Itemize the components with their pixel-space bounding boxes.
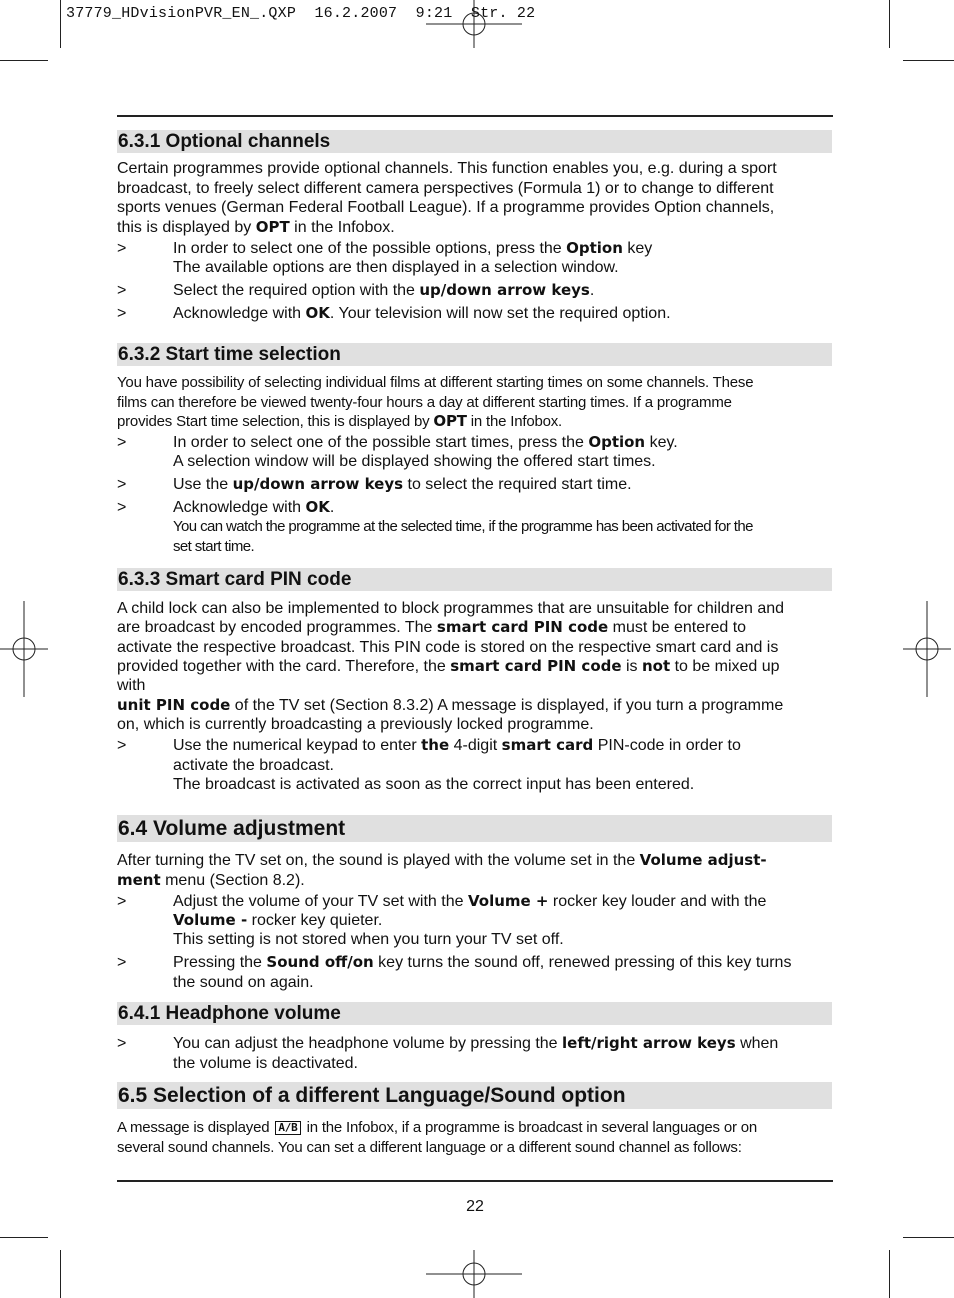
paragraph-line: with [117, 677, 146, 694]
bullet-text: In order to select one of the possible options, press the Option key [173, 239, 653, 257]
bullet-text: Use the numerical keypad to enter the 4-digit smart card PIN-code in order to [173, 736, 741, 754]
paragraph-line: A message is displayed A/B in the Infobox, if a programme is broadcast in several languages or on [117, 1119, 758, 1136]
bullet-text: The broadcast is activated as soon as the correct input has been entered. [173, 776, 695, 793]
paragraph-line: provided together with the card. Therefore, the smart card PIN code is not to be mixed up [117, 657, 780, 675]
crop-mark [903, 1237, 954, 1238]
bullet-marker: > [117, 305, 127, 322]
bullet-marker: > [117, 1035, 127, 1052]
paragraph-line: After turning the TV set on, the sound is played with the volume set in the Volume adjust- [117, 851, 767, 869]
bullet-text: the sound on again. [173, 974, 314, 991]
section-heading-language-sound-option: 6.5 Selection of a different Language/Sound option [117, 1082, 832, 1109]
bottom-rule [117, 1180, 833, 1182]
bullet-marker: > [117, 893, 127, 910]
bullet-text: Volume - rocker key quieter. [173, 911, 383, 929]
paragraph-line: films can therefore be viewed twenty-four hours a day at different starting times. If a programme [117, 394, 732, 411]
bullet-marker: > [117, 240, 127, 257]
crop-mark [0, 1237, 48, 1238]
registration-mark-left [0, 601, 48, 697]
bullet-marker: > [117, 282, 127, 299]
bullet-text: Use the up/down arrow keys to select the required start time. [173, 475, 632, 493]
bullet-marker: > [117, 737, 127, 754]
paragraph-line: broadcast, to freely select different camera perspectives (Formula 1) or to change to different [117, 180, 774, 197]
section-heading-start-time-selection: 6.3.2 Start time selection [117, 343, 832, 366]
bullet-text: Acknowledge with OK. Your television will now set the required option. [173, 304, 671, 322]
bullet-text: You can watch the programme at the selected time, if the programme has been activated for the [173, 518, 753, 535]
bullet-text: Acknowledge with OK. [173, 498, 335, 516]
registration-mark-right [903, 601, 951, 697]
bullet-text: In order to select one of the possible start times, press the Option key. [173, 433, 678, 451]
bullet-text: Adjust the volume of your TV set with the Volume + rocker key louder and with the [173, 892, 767, 910]
bullet-text: set start time. [173, 538, 255, 555]
bullet-text: Pressing the Sound off/on key turns the sound off, renewed pressing of this key turns [173, 953, 792, 971]
page-number: 22 [466, 1198, 484, 1215]
section-heading-smart-card-pin-code: 6.3.3 Smart card PIN code [117, 568, 832, 591]
paragraph-line: are broadcast by encoded programmes. The smart card PIN code must be entered to [117, 618, 747, 636]
section-heading-volume-adjustment: 6.4 Volume adjustment [117, 815, 832, 842]
bullet-text: activate the broadcast. [173, 757, 334, 774]
bullet-marker: > [117, 499, 127, 516]
paragraph-line: sports venues (German Federal Football League). If a programme provides Option channels, [117, 199, 775, 216]
paragraph-line: You have possibility of selecting individual films at different starting times on some channels. These [117, 374, 754, 391]
paragraph-line: provides Start time selection, this is displayed by OPT in the Infobox. [117, 412, 563, 430]
registration-mark-bottom [426, 1250, 522, 1298]
paragraph-line: activate the respective broadcast. This PIN code is stored on the respective smart card and is [117, 639, 779, 656]
audio-language-icon: A/B [275, 1121, 300, 1135]
crop-mark [0, 60, 48, 61]
bullet-text: the volume is deactivated. [173, 1055, 358, 1072]
paragraph-line: Certain programmes provide optional channels. This function enables you, e.g. during a sport [117, 160, 777, 177]
paragraph-line: this is displayed by OPT in the Infobox. [117, 218, 395, 236]
bullet-text: You can adjust the headphone volume by pressing the left/right arrow keys when [173, 1034, 779, 1052]
section-heading-headphone-volume: 6.4.1 Headphone volume [117, 1002, 832, 1025]
bullet-text: The available options are then displayed in a selection window. [173, 259, 619, 276]
bullet-text: This setting is not stored when you turn your TV set off. [173, 931, 564, 948]
paragraph-line: ment menu (Section 8.2). [117, 871, 305, 889]
crop-mark [889, 1250, 890, 1298]
crop-mark [903, 60, 954, 61]
top-rule [117, 115, 833, 117]
registration-mark-top [426, 0, 522, 48]
paragraph-line: unit PIN code of the TV set (Section 8.3.2) A message is displayed, if you turn a programme [117, 696, 784, 714]
paragraph-line: A child lock can also be implemented to block programmes that are unsuitable for children and [117, 600, 785, 617]
crop-mark [889, 0, 890, 48]
paragraph-line: several sound channels. You can set a different language or a different sound channel as follows: [117, 1139, 742, 1156]
bullet-text: A selection window will be displayed showing the offered start times. [173, 453, 656, 470]
bullet-text: Select the required option with the up/down arrow keys. [173, 281, 595, 299]
crop-mark [60, 1250, 61, 1298]
bullet-marker: > [117, 434, 127, 451]
print-slug: 37779_HDvisionPVR_EN_.QXP 16.2.2007 9:21 Str. 22 [66, 5, 536, 22]
bullet-marker: > [117, 954, 127, 971]
bullet-marker: > [117, 476, 127, 493]
section-heading-optional-channels: 6.3.1 Optional channels [117, 130, 832, 153]
crop-mark [60, 0, 61, 48]
paragraph-line: on, which is currently broadcasting a previously locked programme. [117, 716, 594, 733]
